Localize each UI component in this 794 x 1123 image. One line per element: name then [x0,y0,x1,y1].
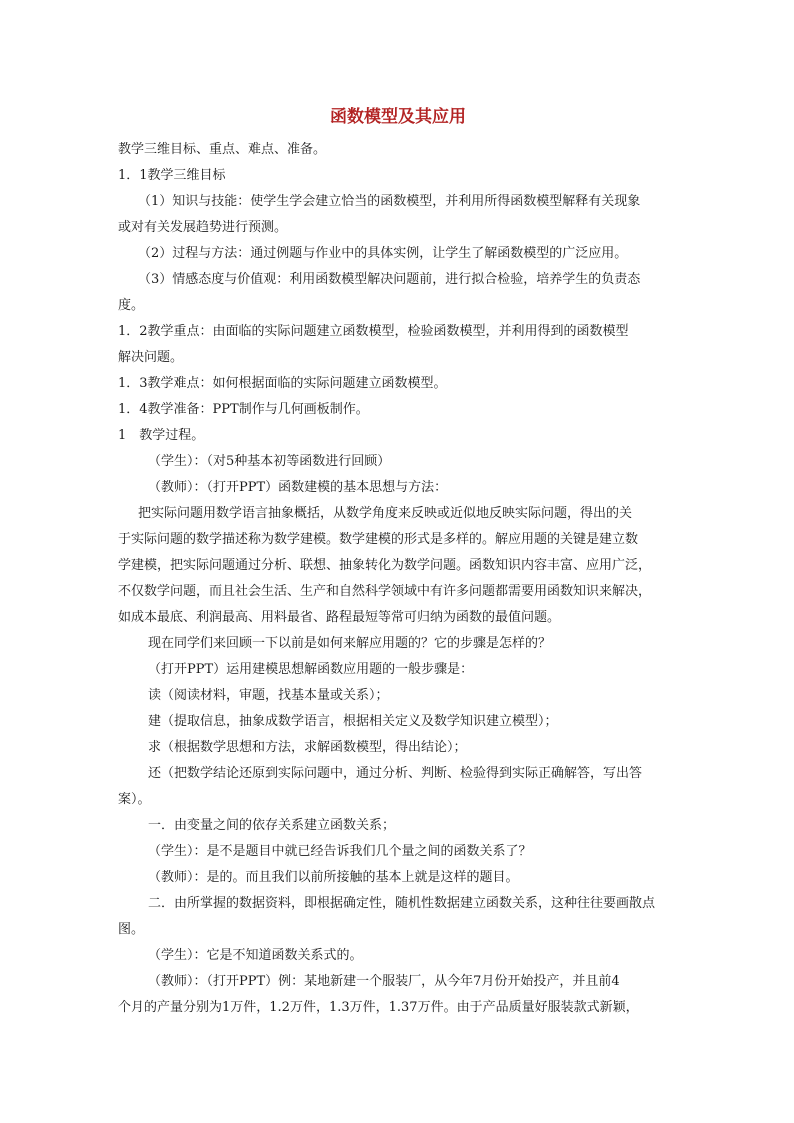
text-line: 图。 [118,922,145,937]
text-line: （学生）：它是不知道函数关系式的。 [148,948,363,963]
text-line: （教师）：（打开PPT）函数建模的基本思想与方法： [148,480,448,495]
text-line: 把实际问题用数学语言抽象概括，从数学角度来反映或近似地反映实际问题，得出的关 [138,506,633,521]
text-line: （学生）：（对5种基本初等函数进行回顾） [148,454,391,469]
text-line: （打开PPT）运用建模思想解函数应用题的一般步骤是： [148,662,474,677]
text-line: 二．由所掌握的数据资料，即根据确定性，随机性数据建立函数关系，这种往往要画散点 [148,896,656,911]
text-line: 个月的产量分别为1万件，1.2万件，1.3万件，1.37万件。由于产品质量好服装款式新颖， [118,1000,639,1015]
text-line: 1．1教学三维目标 [118,168,226,183]
text-line: 解决问题。 [118,350,184,365]
text-line: 或对有关发展趋势进行预测。 [118,220,288,235]
text-line: 1 教学过程。 [118,428,205,443]
document-page [118,100,678,1021]
text-line: 求（根据数学思想和方法，求解函数模型，得出结论）； [148,740,467,755]
text-line: 1．4教学准备：PPT制作与几何画板制作。 [118,402,369,417]
text-line: 读（阅读材料，审题，找基本量或关系）； [148,688,389,703]
text-line: 还（把数学结论还原到实际问题中，通过分析、判断、检验得到实际正确解答，写出答 [148,766,643,781]
text-line: 现在同学们来回顾一下以前是如何来解应用题的？它的步骤是怎样的？ [148,636,552,651]
text-line: （学生）：是不是题目中就已经告诉我们几个量之间的函数关系了？ [148,844,532,859]
text-line: 1．2教学重点：由面临的实际问题建立函数模型，检验函数模型，并利用得到的函数模型 [118,324,629,339]
text-line: （教师）：（打开PPT）例：某地新建一个服装厂，从今年7月份开始投产，并且前4 [148,974,620,989]
text-line: 如成本最底、利润最高、用料最省、路程最短等常可归纳为函数的最值问题。 [118,610,561,625]
text-line: 度。 [118,298,145,313]
text-line: 案）。 [118,792,151,807]
text-line: （教师）：是的。而且我们以前所接触的基本上就是这样的题目。 [148,870,519,885]
text-line: 学建模，把实际问题通过分析、联想、抽象转化为数学问题。函数知识内容丰富、应用广泛， [118,558,652,573]
text-line: （1）知识与技能：使学生学会建立恰当的函数模型，并利用所得函数模型解释有关现象 [138,194,641,209]
text-line: 教学三维目标、重点、难点、准备。 [118,142,327,157]
text-line: （2）过程与方法：通过例题与作业中的具体实例，让学生了解函数模型的广泛应用。 [138,246,628,261]
text-line: 于实际问题的数学描述称为数学建模。数学建模的形式是多样的。解应用题的关键是建立数 [118,532,639,547]
text-line: （3）情感态度与价值观：利用函数模型解决问题前，进行拟合检验，培养学生的负责态 [138,272,641,287]
text-line: 不仅数学问题，而且社会生活、生产和自然科学领域中有许多问题都需要用函数知识来解决， [118,584,652,599]
document-title: 函数模型及其应用 [330,107,466,127]
text-line: 建（提取信息，抽象成数学语言，根据相关定义及数学知识建立模型）； [148,714,558,729]
text-line: 一．由变量之间的依存关系建立函数关系； [148,818,396,833]
text-line: 1．3教学难点：如何根据面临的实际问题建立函数模型。 [118,376,447,391]
